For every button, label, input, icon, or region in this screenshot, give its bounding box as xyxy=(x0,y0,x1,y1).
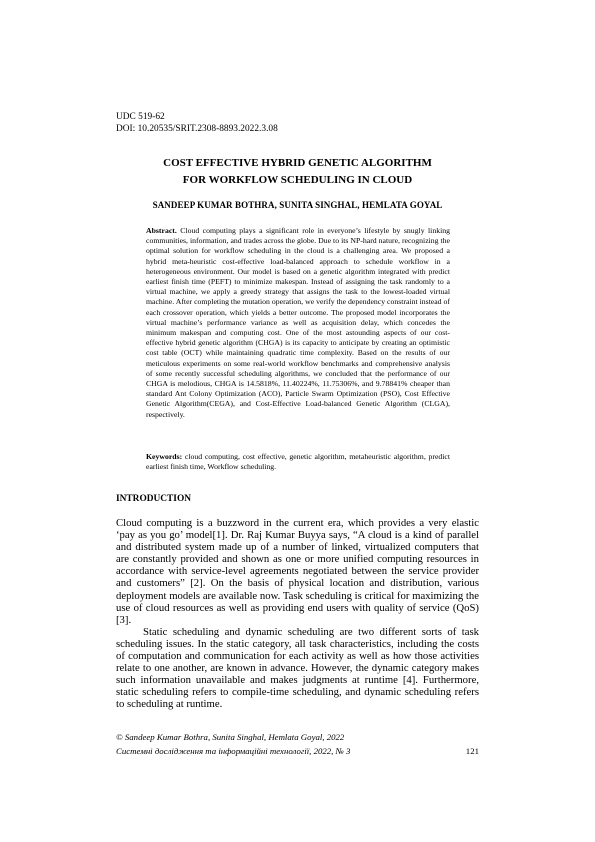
paragraph: Static scheduling and dynamic scheduling are two different sorts of task scheduling issues. In the static category, all task characteristics, including the costs of computation and communication for each activity as well as how those activities relate to one another, are known in advance. However, the dynamic category makes such information unavailable and makes judgments at runtime [4]. Furthermore, static scheduling refers to compile-time scheduling, and dynamic scheduling refers to scheduling at runtime. xyxy=(116,625,479,711)
paragraph: Cloud computing is a buzzword in the current era, which provides a very elastic ‘pay as you go’ model[1]. Dr. Raj Kumar Buyya says, “A cloud is a kind of parallel and distributed system made up of a number of linked, virtualized computers that are constantly provided and shown as one or more unified computing resources in accordance with service-level agreements negotiated between the service provider and customers” [2]. On the basis of physical location and distribution, various deployment models are available now. Task scheduling is critical for maximizing the use of cloud resources as well as providing end users with quality of service (QoS) [3]. xyxy=(116,517,479,626)
udc-code: UDC 519-62 xyxy=(116,112,165,122)
title-line-2: FOR WORKFLOW SCHEDULING IN CLOUD xyxy=(182,174,413,186)
abstract-label: Abstract. xyxy=(146,226,177,235)
copyright-notice: © Sandeep Kumar Bothra, Sunita Singhal, Hemlata Goyal, 2022 xyxy=(116,732,345,742)
keywords xyxy=(146,452,450,472)
page-footer xyxy=(116,730,479,758)
section-heading-introduction: INTRODUCTION xyxy=(116,494,192,504)
keywords-text: cloud computing, cost effective, genetic algorithm, metaheuristic algorithm, predict earliest finish time, Workflow scheduling. xyxy=(146,452,450,472)
authors: SANDEEP KUMAR BOTHRA, SUNITA SINGHAL, HEMLATA GOYAL xyxy=(152,200,443,210)
abstract xyxy=(146,226,450,420)
journal-name: Системні дослідження та інформаційні технології, 2022, № 3 xyxy=(116,746,351,756)
page-number: 121 xyxy=(465,746,479,756)
abstract-text: Cloud computing plays a significant role in everyone’s lifestyle by snugly linking communities, information, and trades across the globe. Due to its NP-hard nature, recognizing the optimal solution for workflow scheduling in the cloud is a challenging area. We proposed a hybrid meta-heuristic cost-effective load-balanced approach to schedule workflow in a heterogeneous environment. Our model is based on a genetic algorithm integrated with predict earliest finish time (PEFT) to minimize makespan. Instead of assigning the task randomly to a virtual machine, we apply a greedy strategy that assigns the task to the lowest-loaded virtual machine. After completing the mutation operation, we verify the dependency constraint instead of each crossover operation, which yields a better outcome. The proposed model incorporates the virtual machine’s performance variance as well as acquisition delay, which concedes the minimum makespan and computing cost. One of the most astounding aspects of our cost-effective hybrid genetic algorithm (CHGA) is its capacity to anticipate by creating an optimistic cost table (OCT) while maintaining quadratic time complexity. Based on the results of our meticulous experiments on some real-world workflow benchmarks and comprehensive analysis of some recently successful scheduling algorithms, we concluded that the performance of our CHGA is melodious, CHGA is 14.5818%, 11.40224%, 11.75306%, and 9.78841% cheaper than standard Ant Colony Optimization (ACO), Particle Swarm Optimization (PSO), Cost Effective Genetic Algorithm(CEGA), and Cost-Effective Load-balanced Genetic Algorithm (CLGA), respectively. xyxy=(146,226,450,419)
doi: DOI: 10.20535/SRIT.2308-8893.2022.3.08 xyxy=(116,124,278,134)
title-line-1: COST EFFECTIVE HYBRID GENETIC ALGORITHM xyxy=(163,157,432,169)
paper-title xyxy=(0,155,595,189)
keywords-label: Keywords: xyxy=(146,452,183,461)
header-meta xyxy=(116,111,278,135)
introduction-body xyxy=(116,517,479,711)
